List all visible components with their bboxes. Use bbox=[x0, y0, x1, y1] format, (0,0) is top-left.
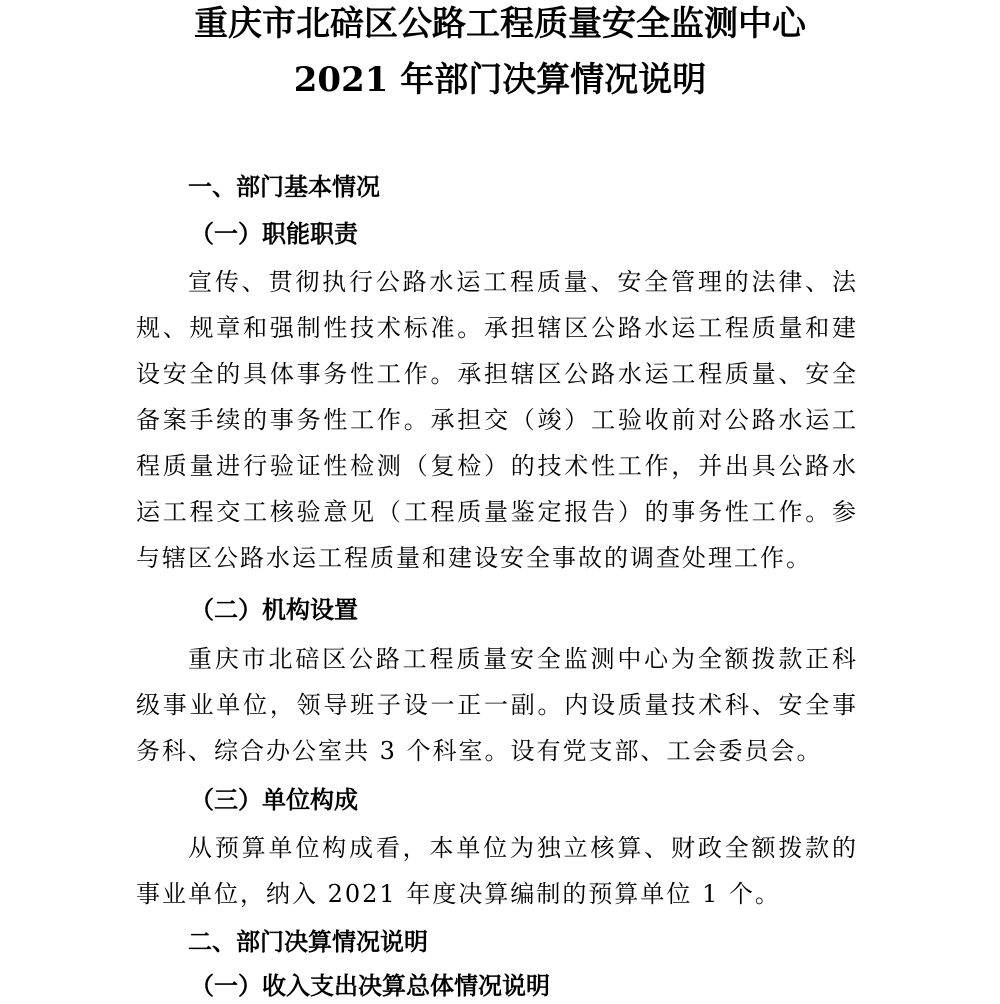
subsection-1-1-heading: （一）职能职责 bbox=[190, 219, 358, 248]
subsection-1-1-paragraph: 宣传、贯彻执行公路水运工程质量、安全管理的法律、法规、规章和强制性技术标准。承担辖区公路水运工程质量和建设安全的具体事务性工作。承担辖区公路水运工程质量、安全备案手续的事务性工作。承担交（竣）工验收前对公路水运工程质量进行验证性检测（复检）的技术性工作，并出具公路水运工程交工核验意见（工程质量鉴定报告）的事务性工作。参与辖区公路水运工程质量和建设安全事故的调查处理工作。 bbox=[136, 268, 858, 572]
document-title-line-2: 2021 年部门决算情况说明 bbox=[293, 60, 707, 100]
subsection-1-3-heading: （三）单位构成 bbox=[190, 785, 358, 814]
subsection-1-3-paragraph: 从预算单位构成看，本单位为独立核算、财政全额拨款的事业单位，纳入 2021 年度决算编制的预算单位 1 个。 bbox=[136, 834, 858, 908]
section-2-heading: 二、部门决算情况说明 bbox=[188, 928, 428, 956]
subsection-1-2-heading: （二）机构设置 bbox=[190, 595, 358, 624]
section-1-heading: 一、部门基本情况 bbox=[188, 173, 380, 201]
subsection-2-1-heading: （一）收入支出决算总体情况说明 bbox=[190, 971, 550, 1000]
subsection-1-2-paragraph: 重庆市北碚区公路工程质量安全监测中心为全额拨款正科级事业单位，领导班子设一正一副。内设质量技术科、安全事务科、综合办公室共 3 个科室。设有党支部、工会委员会。 bbox=[136, 645, 858, 765]
document-title-line-1: 重庆市北碚区公路工程质量安全监测中心 bbox=[194, 4, 806, 44]
